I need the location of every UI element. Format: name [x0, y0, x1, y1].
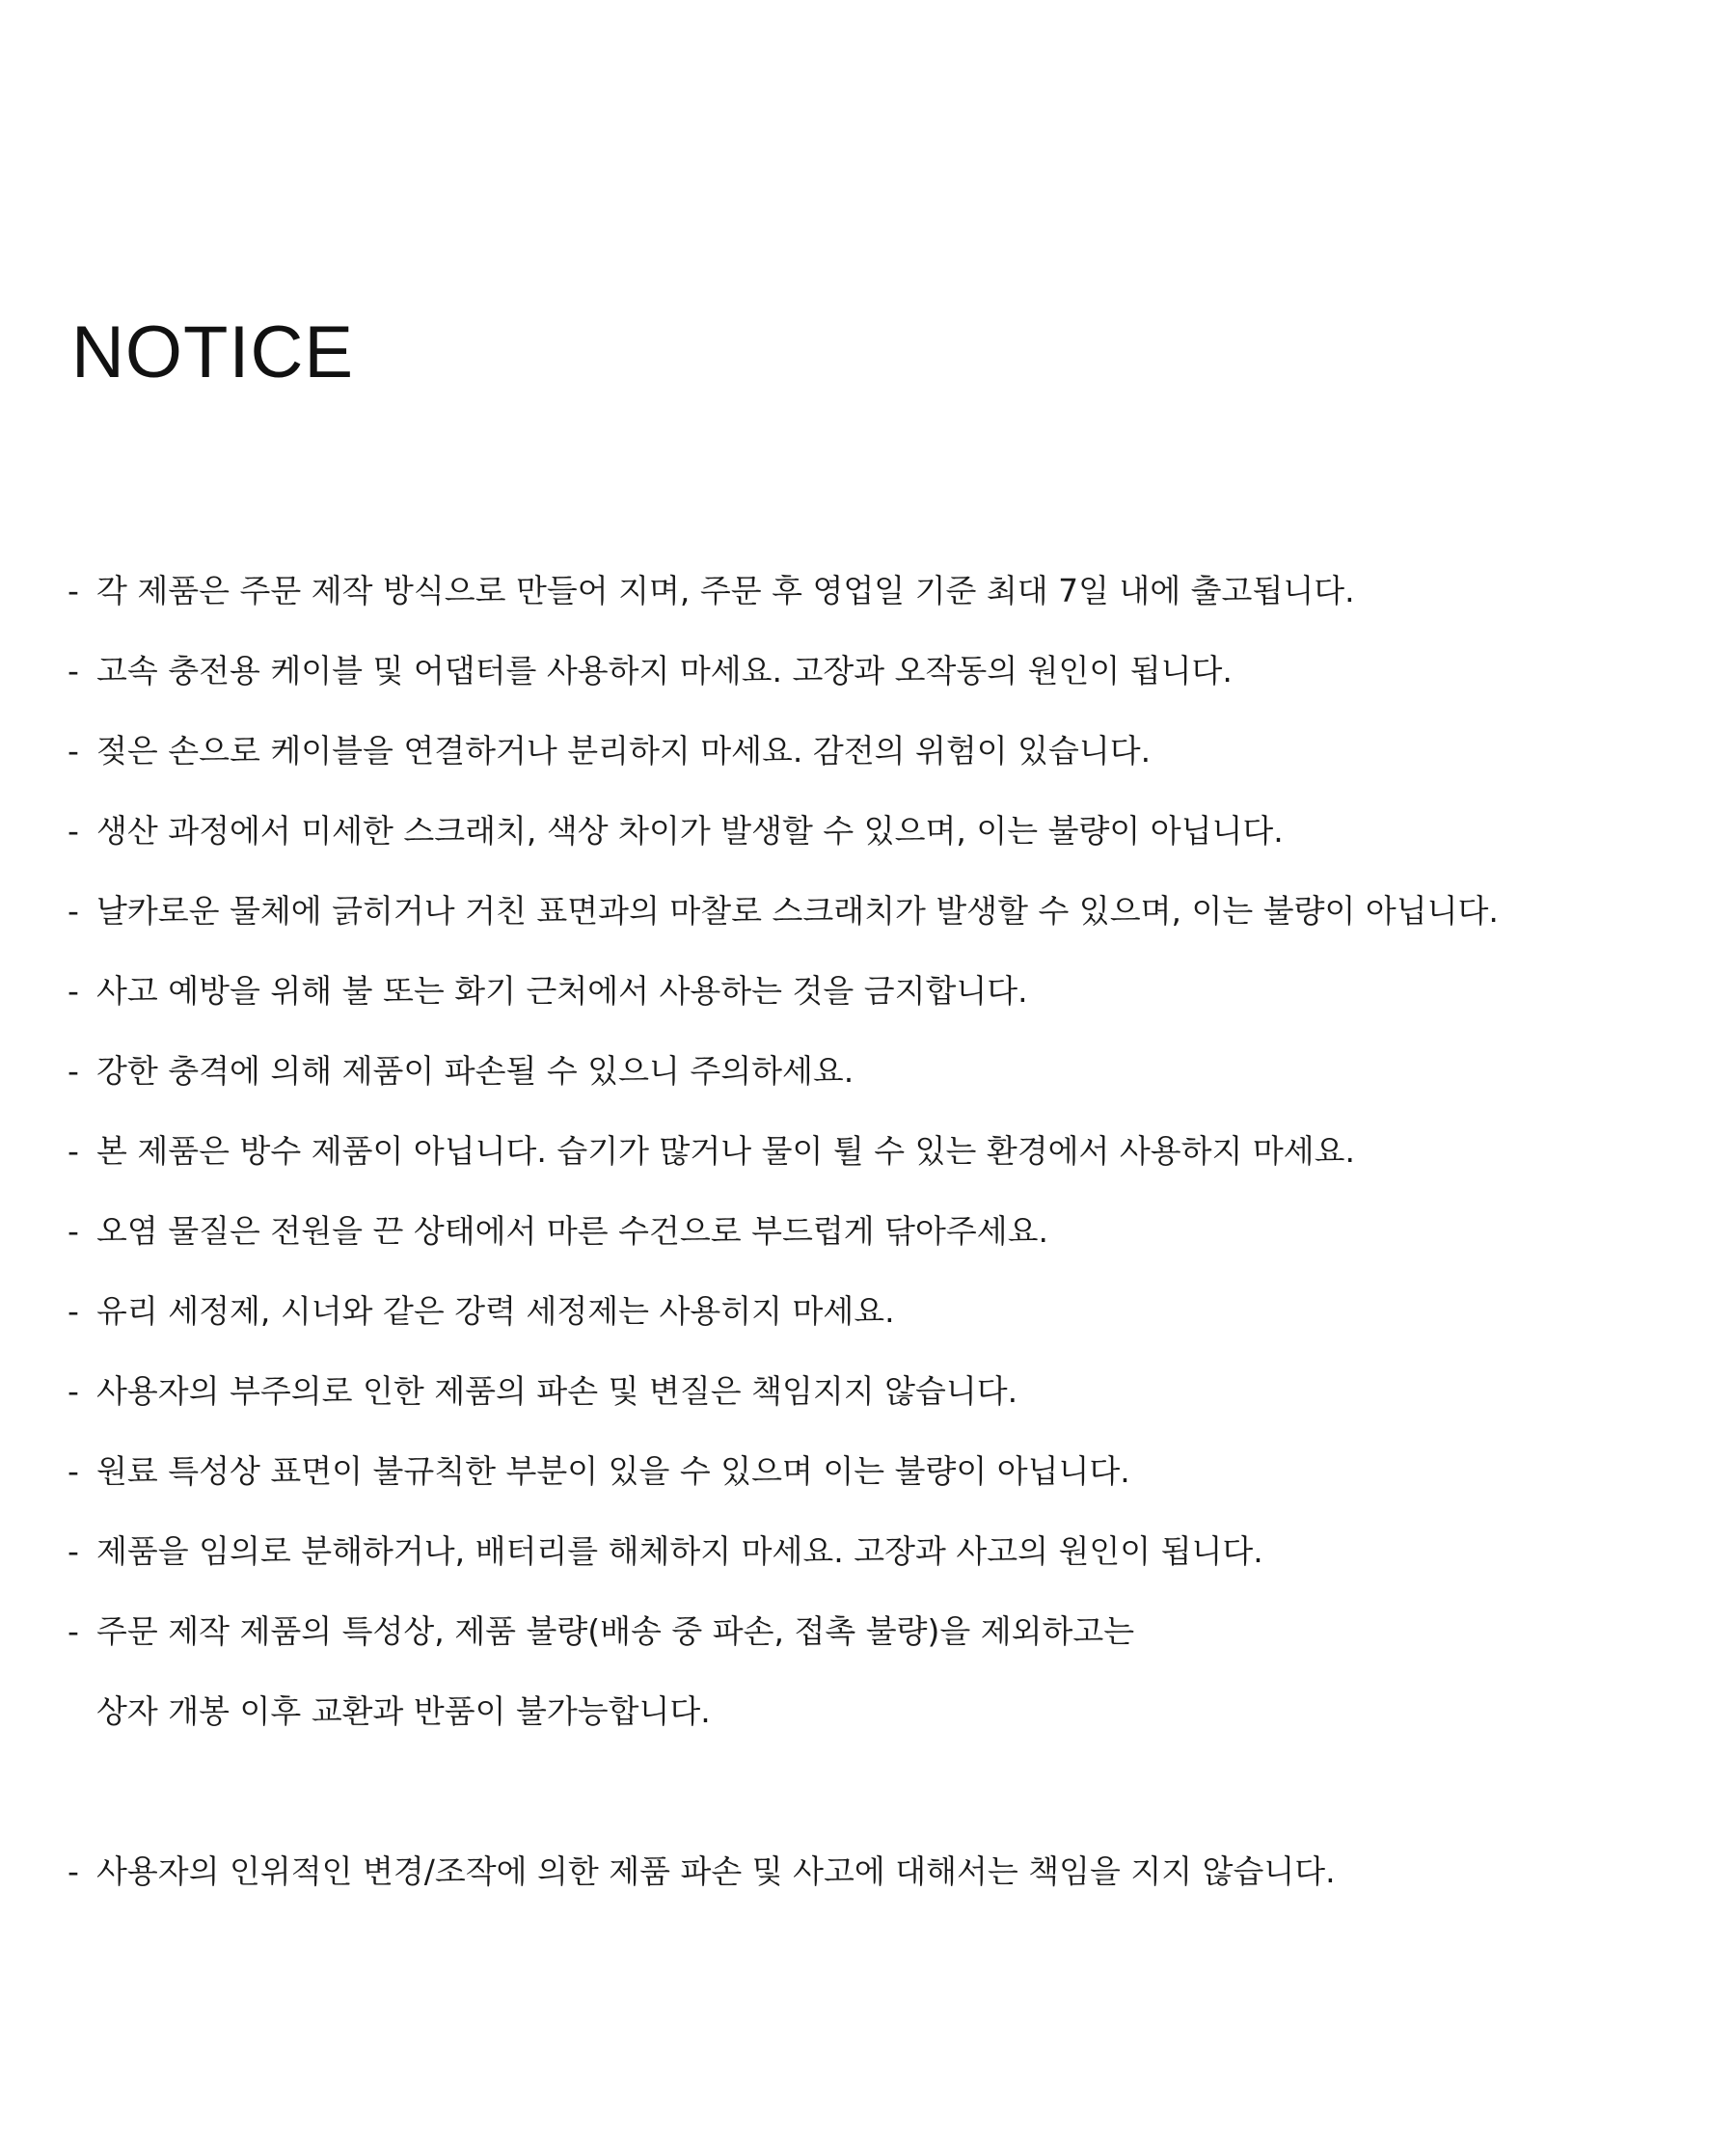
notice-item [68, 1271, 1707, 1351]
notice-line: 강한 충격에 의해 제품이 파손될 수 있으니 주의하세요. [96, 1052, 854, 1090]
bullet-dash: - [68, 972, 79, 1010]
notice-item [68, 631, 1707, 711]
notice-item [68, 1111, 1707, 1191]
bullet-dash: - [68, 1452, 79, 1490]
notice-item [68, 1431, 1707, 1511]
notice-line: 주문 제작 제품의 특성상, 제품 불량(배송 중 파손, 접촉 불량)을 제외하고는 [96, 1612, 1135, 1650]
notice-text [96, 1831, 1336, 1911]
bullet-dash: - [68, 1292, 79, 1330]
notice-item [68, 1591, 1707, 1751]
notice-item [68, 791, 1707, 871]
notice-text [96, 871, 1499, 951]
notice-text [96, 551, 1355, 631]
notice-text [96, 791, 1284, 871]
bullet-dash: - [68, 732, 79, 770]
notice-text [96, 951, 1028, 1031]
notice-line: 사용자의 인위적인 변경/조작에 의한 제품 파손 및 사고에 대해서는 책임을 지지 않습니다. [96, 1852, 1336, 1890]
bullet-dash: - [68, 1852, 79, 1890]
notice-item [68, 551, 1707, 631]
bullet-dash: - [68, 1132, 79, 1170]
notice-item [68, 871, 1707, 951]
notice-text [96, 1111, 1355, 1191]
notice-line: 젖은 손으로 케이블을 연결하거나 분리하지 마세요. 감전의 위험이 있습니다. [96, 732, 1152, 770]
bullet-dash: - [68, 812, 79, 850]
bullet-dash: - [68, 1612, 79, 1650]
page-title: NOTICE [71, 311, 355, 393]
notice-text [96, 1191, 1048, 1271]
notice-text [96, 631, 1233, 711]
notice-line: 원료 특성상 표면이 불규칙한 부분이 있을 수 있으며 이는 불량이 아닙니다. [96, 1452, 1130, 1490]
notice-line: 상자 개봉 이후 교환과 반품이 불가능합니다. [96, 1692, 711, 1730]
notice-text [96, 1431, 1130, 1511]
notice-item [68, 1511, 1707, 1591]
notice-line: 제품을 임의로 분해하거나, 배터리를 해체하지 마세요. 고장과 사고의 원인이 됩니다. [96, 1532, 1263, 1570]
notice-line: 사용자의 부주의로 인한 제품의 파손 및 변질은 책임지지 않습니다. [96, 1372, 1018, 1410]
notice-item [68, 1351, 1707, 1431]
bullet-dash: - [68, 652, 79, 689]
bullet-dash: - [68, 1532, 79, 1570]
bullet-dash: - [68, 892, 79, 930]
bullet-dash: - [68, 572, 79, 609]
notice-text [96, 1591, 1134, 1751]
notice-line: 각 제품은 주문 제작 방식으로 만들어 지며, 주문 후 영업일 기준 최대 7일 내에 출고됩니다. [96, 572, 1355, 609]
bullet-dash: - [68, 1372, 79, 1410]
notice-text [96, 1511, 1263, 1591]
notice-line: 오염 물질은 전원을 끈 상태에서 마른 수건으로 부드럽게 닦아주세요. [96, 1212, 1048, 1250]
notice-line: 사고 예방을 위해 불 또는 화기 근처에서 사용하는 것을 금지합니다. [96, 972, 1028, 1010]
notice-item [68, 951, 1707, 1031]
notice-line: 유리 세정제, 시너와 같은 강력 세정제는 사용히지 마세요. [96, 1292, 895, 1330]
notice-text [96, 1031, 854, 1111]
notice-item [68, 1031, 1707, 1111]
notice-line: 날카로운 물체에 긁히거나 거친 표면과의 마찰로 스크래치가 발생할 수 있으며, 이는 불량이 아닙니다. [96, 892, 1499, 930]
notice-item [68, 711, 1707, 791]
notice-text [96, 711, 1151, 791]
notice-list [68, 551, 1707, 1911]
bullet-dash: - [68, 1212, 79, 1250]
notice-line: 고속 충전용 케이블 및 어댑터를 사용하지 마세요. 고장과 오작동의 원인이 됩니다. [96, 652, 1233, 689]
notice-item [68, 1831, 1707, 1911]
notice-item [68, 1191, 1707, 1271]
notice-text [96, 1271, 895, 1351]
bullet-dash: - [68, 1052, 79, 1090]
notice-text [96, 1351, 1017, 1431]
notice-line: 생산 과정에서 미세한 스크래치, 색상 차이가 발생할 수 있으며, 이는 불량이 아닙니다. [96, 812, 1284, 850]
notice-line: 본 제품은 방수 제품이 아닙니다. 습기가 많거나 물이 튈 수 있는 환경에서 사용하지 마세요. [96, 1132, 1355, 1170]
